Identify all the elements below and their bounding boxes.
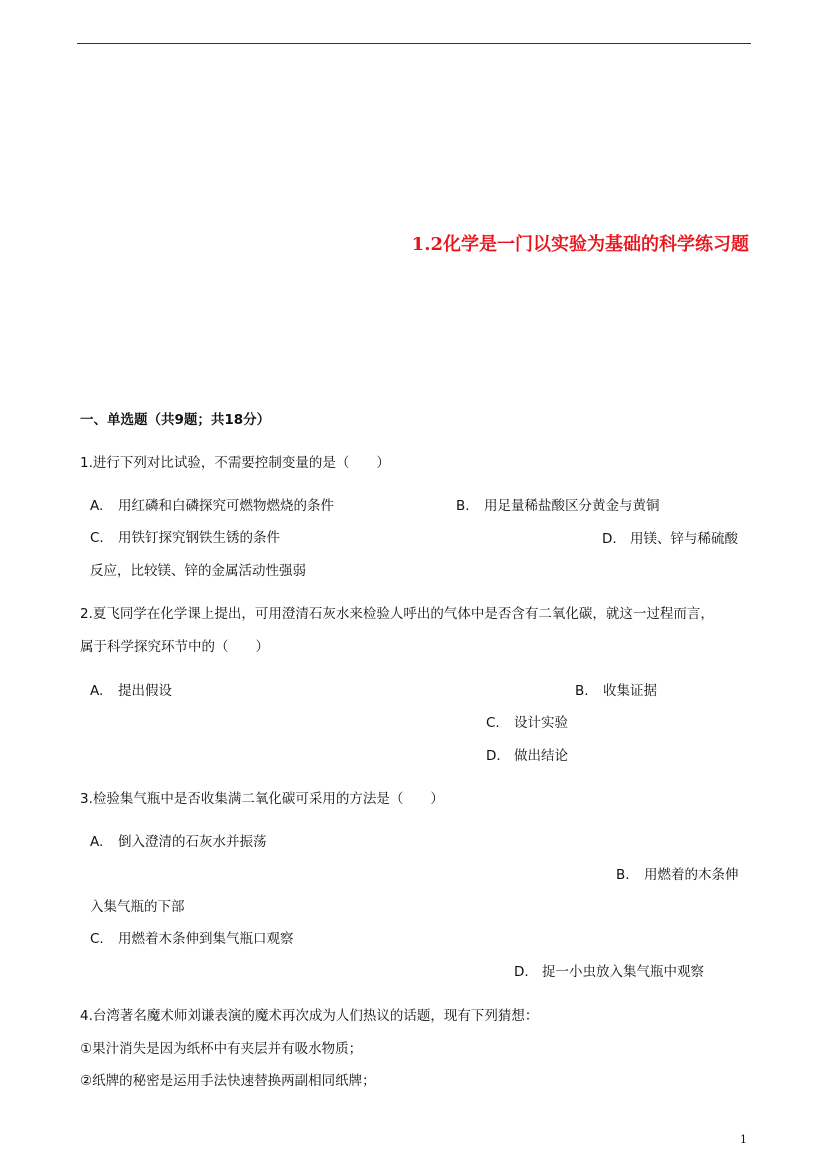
- question-3-stem: 3.检验集气瓶中是否收集满二氧化碳可采用的方法是（ ）: [80, 791, 444, 807]
- question-4-stem: 4.台湾著名魔术师刘谦表演的魔术再次成为人们热议的话题，现有下列猜想：: [80, 1008, 539, 1024]
- q3-option-b: [616, 865, 739, 885]
- option-letter: C.: [486, 715, 500, 731]
- option-text: 倒入澄清的石灰水并振荡: [118, 834, 267, 850]
- document-title: 1.2化学是一门以实验为基础的科学练习题: [411, 234, 749, 255]
- option-text: 做出结论: [514, 748, 568, 764]
- q3-option-c: [90, 929, 294, 949]
- option-letter: D.: [602, 531, 617, 547]
- header-rule: [77, 43, 751, 44]
- question-2-stem-line2: 属于科学探究环节中的（ ）: [80, 639, 269, 655]
- option-text: 用足量稀盐酸区分黄金与黄铜: [484, 498, 660, 514]
- q2-option-d: [486, 746, 568, 766]
- section-heading: 一、单选题（共9题；共18分）: [80, 412, 271, 428]
- option-text: 用红磷和白磷探究可燃物燃烧的条件: [118, 498, 334, 514]
- q1-option-d-continued: 反应，比较镁、锌的金属活动性强弱: [90, 563, 306, 579]
- option-text: 用燃着木条伸到集气瓶口观察: [118, 931, 294, 947]
- option-text: 用燃着的木条伸: [644, 867, 739, 883]
- option-text: 提出假设: [118, 683, 172, 699]
- q3-option-b-continued: 入集气瓶的下部: [90, 899, 185, 915]
- option-letter: D.: [514, 964, 529, 980]
- q2-option-c: [486, 713, 568, 733]
- option-letter: C.: [90, 931, 104, 947]
- q1-option-c: [90, 528, 280, 548]
- option-text: 设计实验: [514, 715, 568, 731]
- q2-option-b: [575, 681, 657, 701]
- option-letter: B.: [616, 867, 630, 883]
- option-text: 收集证据: [603, 683, 657, 699]
- q1-option-b: [456, 496, 660, 516]
- option-letter: A.: [90, 498, 104, 514]
- q4-item-1: ①果汁消失是因为纸杯中有夹层并有吸水物质；: [80, 1041, 363, 1057]
- option-letter: D.: [486, 748, 501, 764]
- q1-option-d: [602, 529, 738, 549]
- q3-option-a: [90, 832, 267, 852]
- question-2-stem-line1: 2.夏飞同学在化学课上提出，可用澄清石灰水来检验人呼出的气体中是否含有二氧化碳，就这一过程而言，: [80, 606, 714, 622]
- page-number: 1: [740, 1133, 747, 1146]
- option-letter: B.: [456, 498, 470, 514]
- q4-item-2: ②纸牌的秘密是运用手法快速替换两副相同纸牌；: [80, 1073, 376, 1089]
- q2-option-a: [90, 681, 172, 701]
- q3-option-d: [514, 962, 704, 982]
- option-letter: B.: [575, 683, 589, 699]
- option-letter: C.: [90, 530, 104, 546]
- option-letter: A.: [90, 834, 104, 850]
- question-1-stem: 1.进行下列对比试验，不需要控制变量的是（ ）: [80, 455, 390, 471]
- q1-option-a: [90, 496, 334, 516]
- option-letter: A.: [90, 683, 104, 699]
- option-text: 捉一小虫放入集气瓶中观察: [542, 964, 704, 980]
- option-text: 用镁、锌与稀硫酸: [630, 531, 738, 547]
- option-text: 用铁钉探究钢铁生锈的条件: [118, 530, 280, 546]
